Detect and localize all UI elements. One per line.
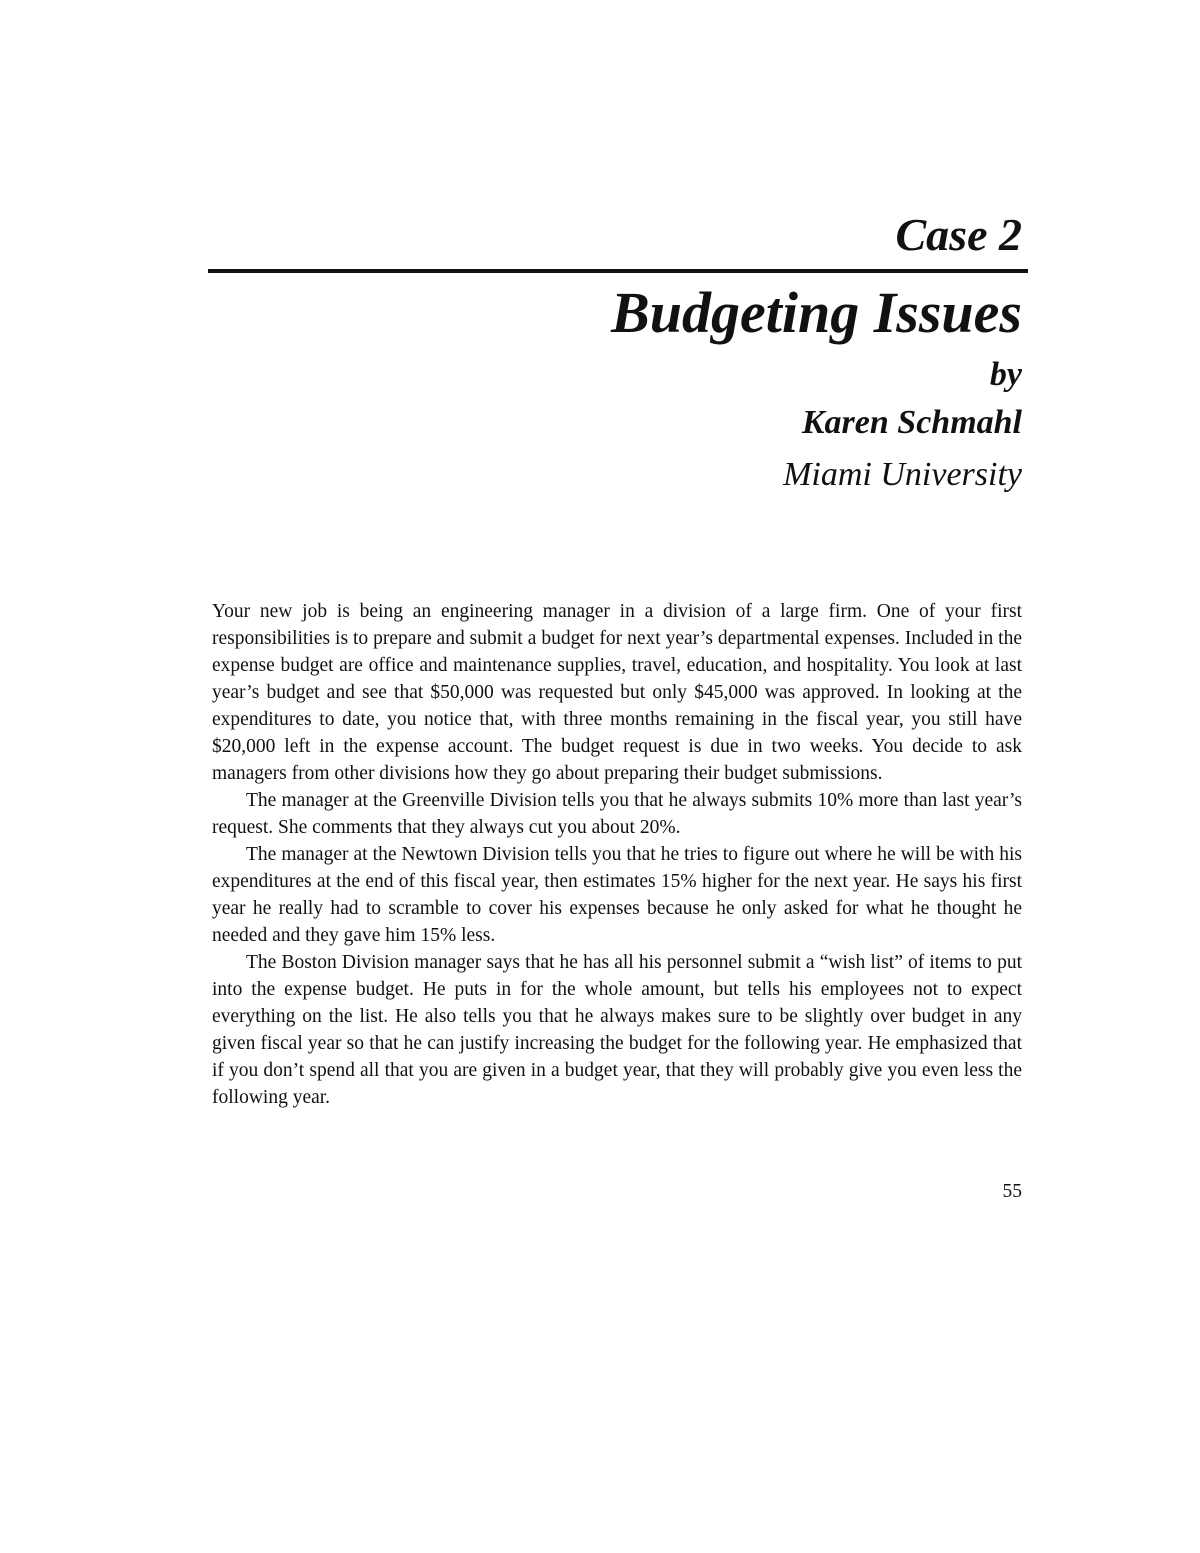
paragraph-3: The manager at the Newtown Division tells you that he tries to figure out where he will be with his expenditures at the end of this fiscal year, then estimates 15% higher for the next year. He says his first year he really had to scramble to cover his expenses because he only asked for what he thought he needed and they gave him 15% less.: [212, 844, 1022, 946]
page-title: Budgeting Issues: [611, 280, 1022, 345]
page-number: 55: [1002, 1181, 1022, 1202]
by-line: by: [989, 356, 1022, 393]
paragraph-2: The manager at the Greenville Division tells you that he always submits 10% more than last year’s request. She comments that they always cut you about 20%.: [212, 790, 1022, 838]
author-name: Karen Schmahl: [801, 404, 1022, 441]
paragraph-4: The Boston Division manager says that he has all his personnel submit a “wish list” of items to put into the expense budget. He puts in for the whole amount, but tells his employees not to expect everything on the list. He also tells you that he always makes sure to be slightly over budget in any given fiscal year so that he can justify increasing the budget for the following year. He emphasized that if you don’t spend all that you are given in a budget year, that they will probably give you even less the following year.: [212, 952, 1022, 1108]
body-text: [212, 598, 1022, 1111]
title-rule: [208, 269, 1028, 273]
paragraph-1: Your new job is being an engineering manager in a division of a large firm. One of your first responsibilities is to prepare and submit a budget for next year’s departmental expenses. Included in the expense budget are office and maintenance supplies, travel, education, and hospitality. You look at last year’s budget and see that $50,000 was requested but only $45,000 was approved. In looking at the expenditures to date, you notice that, with three months remaining in the fiscal year, you still have $20,000 left in the expense account. The budget request is due in two weeks. You decide to ask managers from other divisions how they go about preparing their budget submissions.: [212, 601, 1022, 784]
author-affiliation: Miami University: [783, 456, 1022, 493]
case-label: Case 2: [895, 209, 1022, 260]
